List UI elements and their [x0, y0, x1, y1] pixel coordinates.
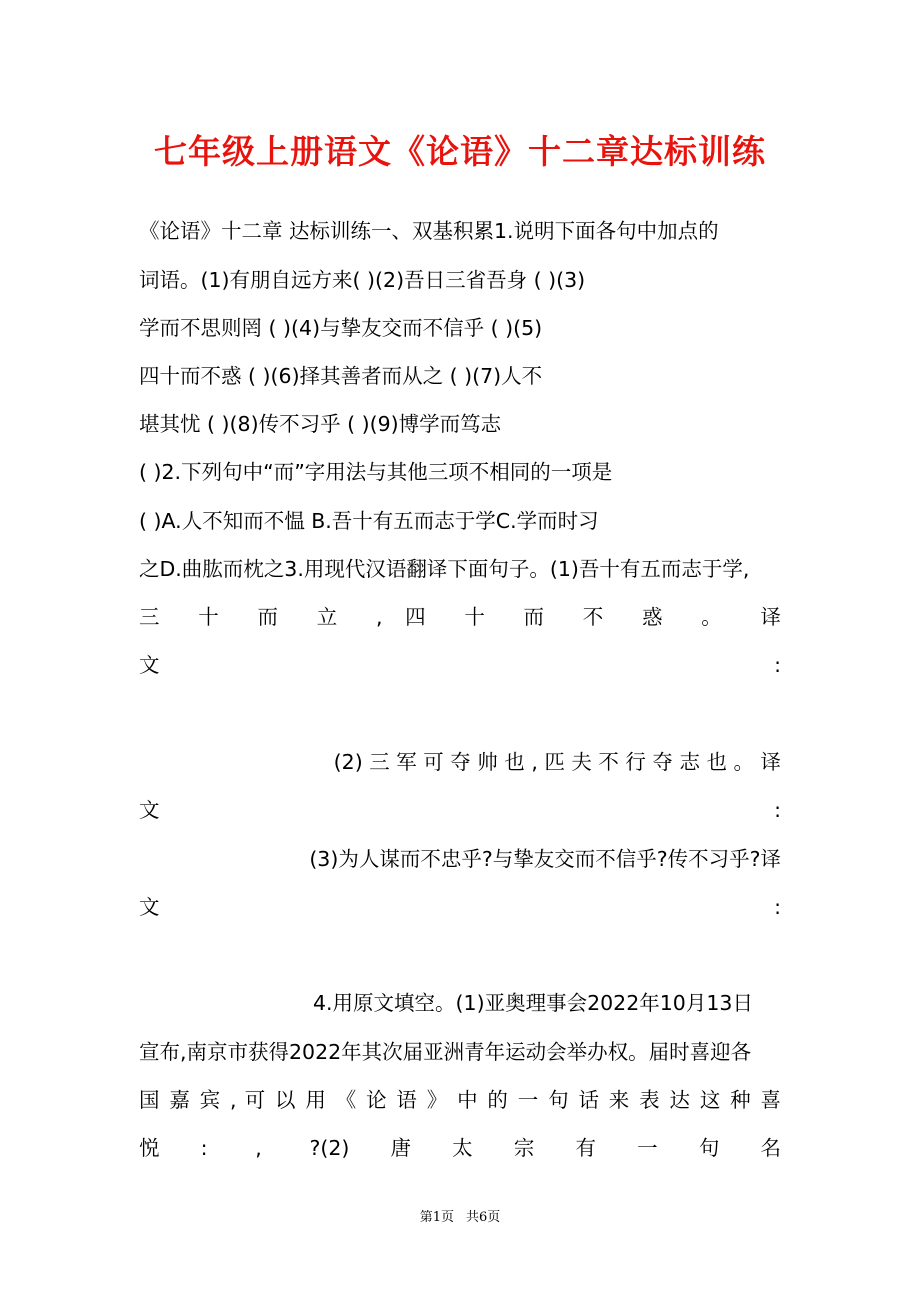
text-line: 《论语》十二章 达标训练一、双基积累1.说明下面各句中加点的 [139, 219, 719, 243]
text-line: 悦: , ?(2)唐太宗有一句名 [139, 1136, 781, 1160]
document-title: 七年级上册语文《论语》十二章达标训练 [154, 132, 766, 171]
text-line: 学而不思则罔 ( )(4)与挚友交而不信乎 ( )(5) [139, 316, 543, 340]
text-line: 国 嘉 宾 , 可 以 用 《 论 语 》 中 的 一 句 话 来 表 达 这 种 喜 [139, 1088, 781, 1112]
page-footer [0, 1206, 920, 1225]
text-line: (2) 三 军 可 夺 帅 也 , 匹 夫 不 行 夺 志 也 。 译 [333, 750, 781, 774]
text-line: 三 十 而 立 , 四 十 而 不 惑 。 译 [139, 605, 781, 629]
page-number: 第1页 [419, 1210, 454, 1225]
text-line: 文 : [139, 895, 781, 919]
text-line: 文 : [139, 798, 781, 822]
text-line: 四十而不惑 ( )(6)择其善者而从之 ( )(7)人不 [139, 364, 543, 388]
text-line: 4.用原文填空。(1)亚奥理事会2022年10月13日 [313, 991, 753, 1015]
text-line: (3)为人谋而不忠乎?与挚友交而不信乎?传不习乎?译 [309, 847, 781, 871]
text-line: 堪其忧 ( )(8)传不习乎 ( )(9)博学而笃志 [139, 412, 502, 436]
text-line: 文 : [139, 653, 781, 677]
text-line: 之D.曲肱而枕之3.用现代汉语翻译下面句子。(1)吾十有五而志于学, [139, 557, 750, 581]
text-line: ( )A.人不知而不愠 B.吾十有五而志于学C.学而时习 [139, 509, 599, 533]
text-line: 宣布,南京市获得2022年其次届亚洲青年运动会举办权。届时喜迎各 [139, 1040, 752, 1064]
text-line: 词语。(1)有朋自远方来( )(2)吾日三省吾身 ( )(3) [139, 268, 586, 292]
page-total: 共6页 [466, 1210, 501, 1225]
text-line: ( )2.下列句中“而”字用法与其他三项不相同的一项是 [139, 460, 613, 484]
